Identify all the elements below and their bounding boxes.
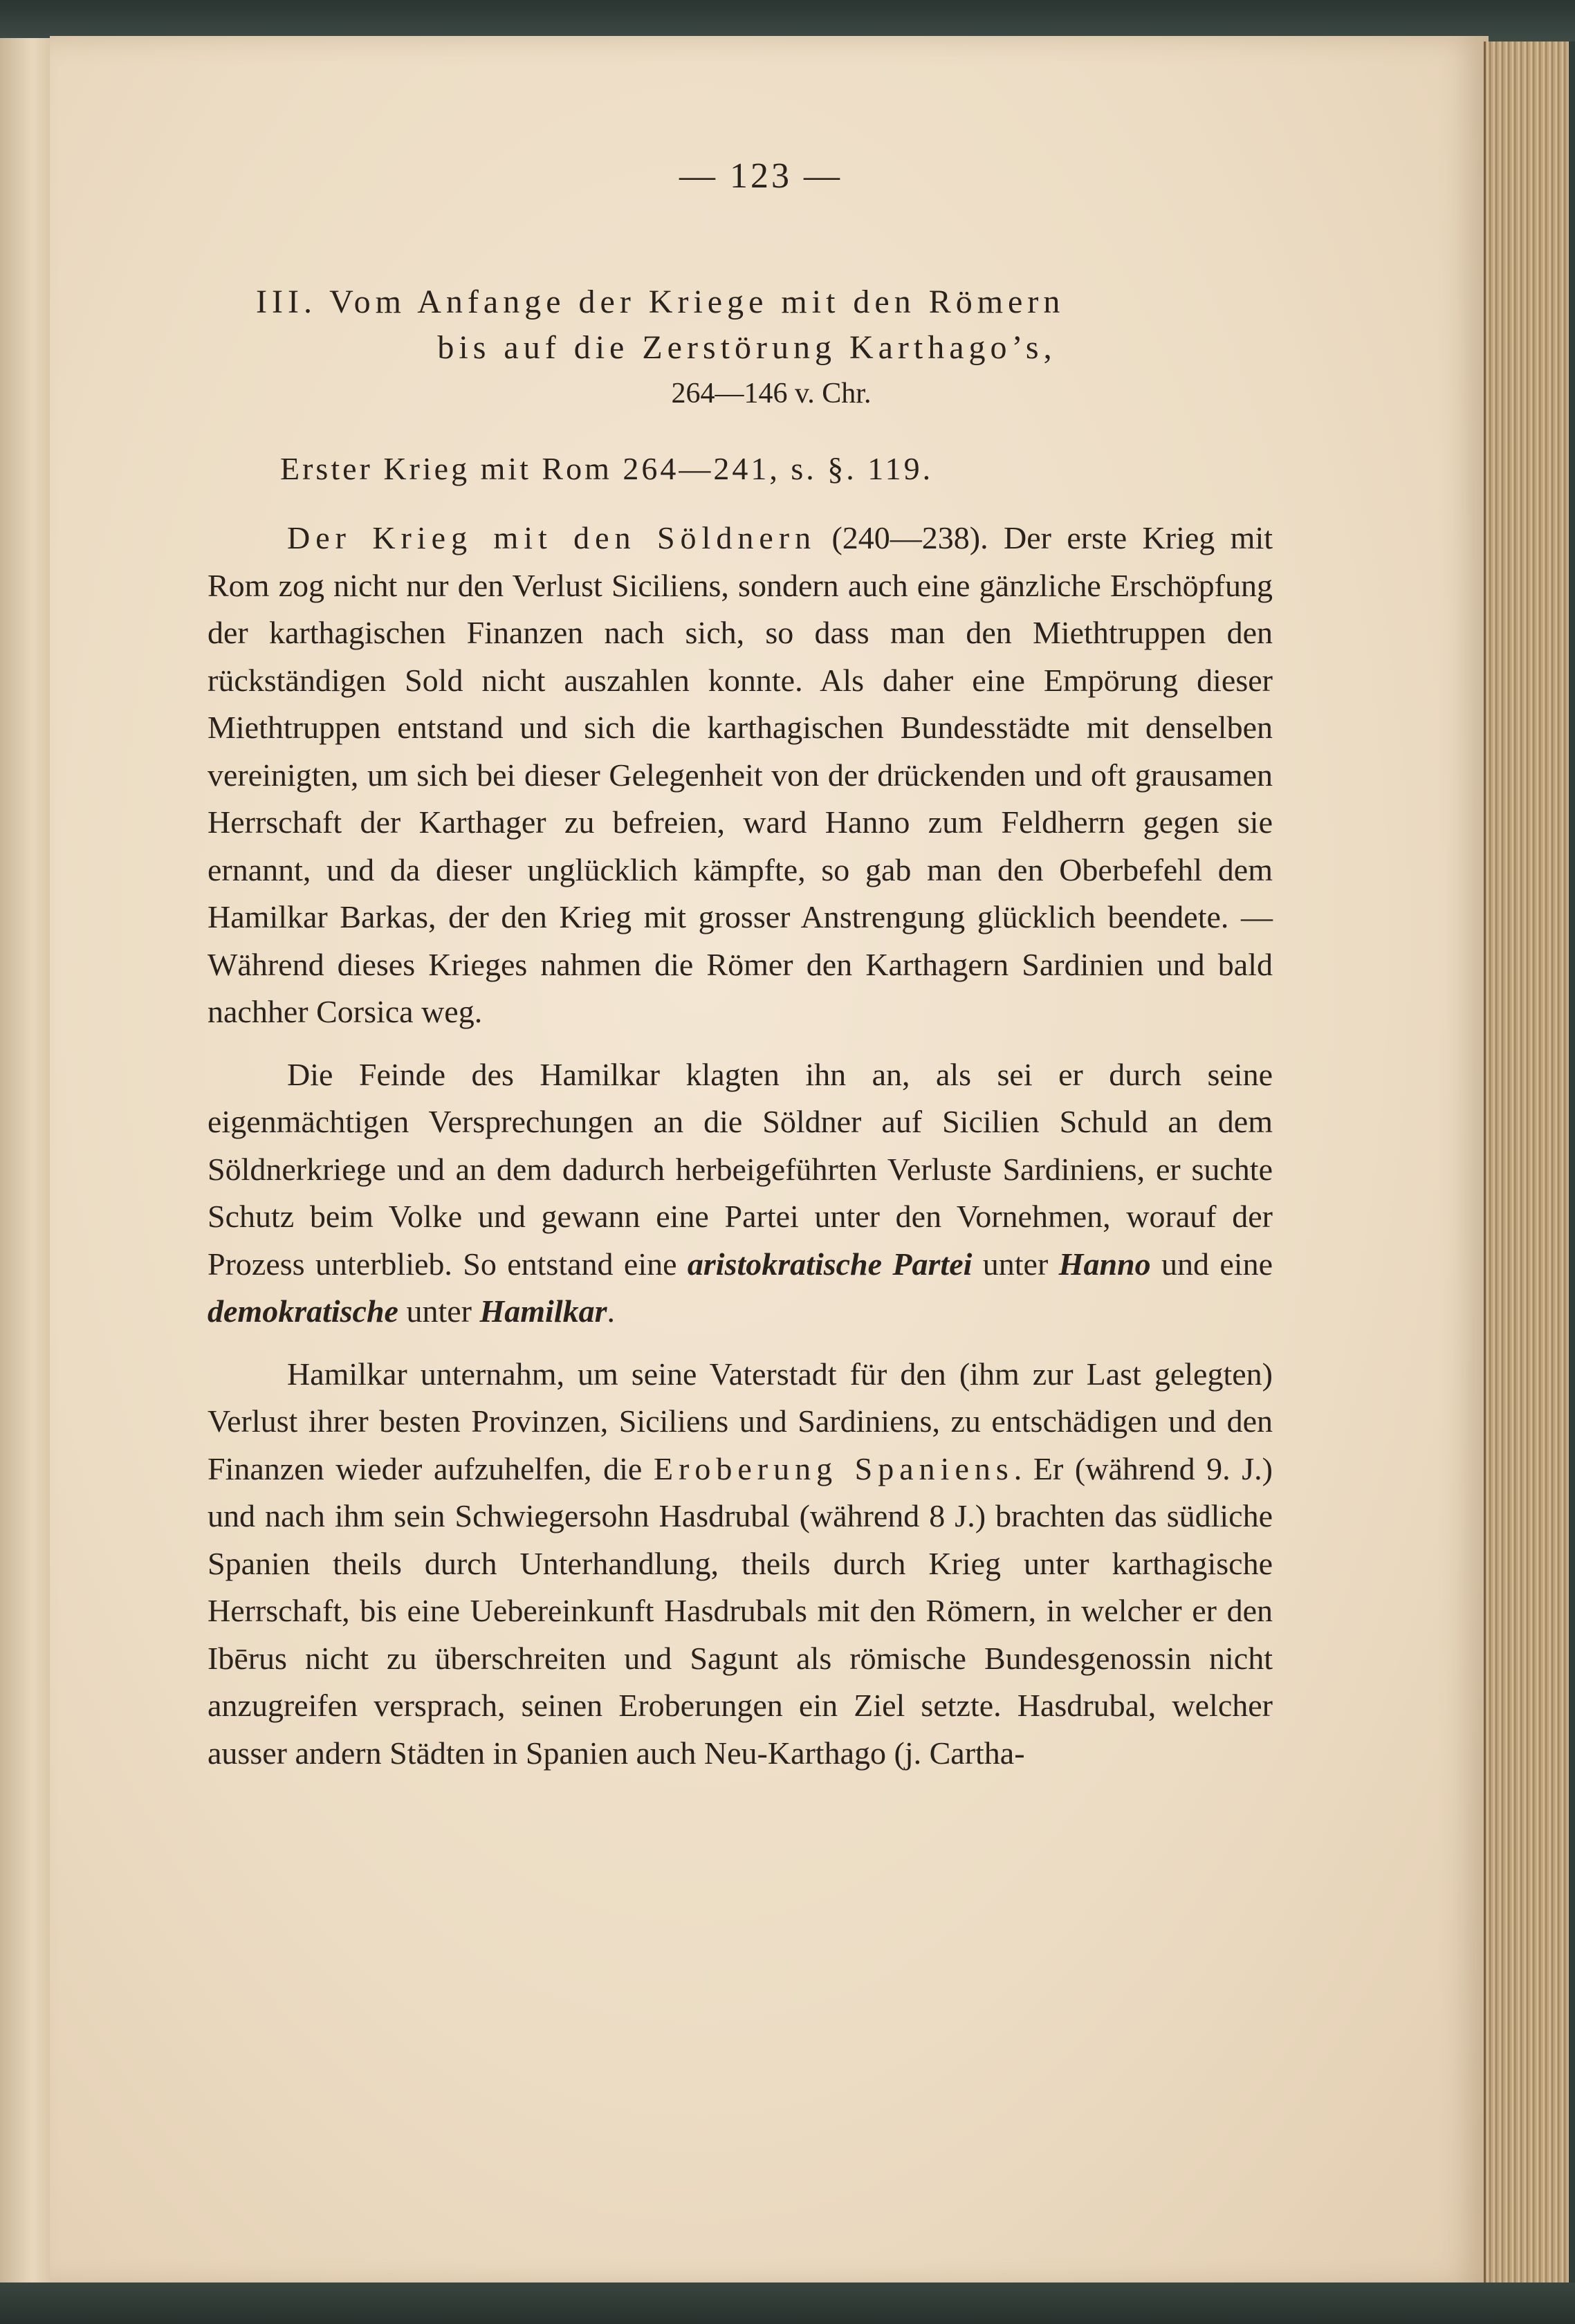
- paragraph-2-text: unter: [982, 1246, 1049, 1282]
- emphasis-aristokratische: aristokratische Partei: [687, 1246, 973, 1282]
- emphasis-hanno: Hanno: [1058, 1246, 1151, 1282]
- left-page-edge: [0, 38, 55, 2282]
- book-cover-bottom: [0, 2282, 1575, 2324]
- section-heading-line1: III. Vom Anfange der Kriege mit den Römern: [256, 284, 1065, 320]
- subheading: Erster Krieg mit Rom 264—241, s. §. 119.: [280, 451, 934, 486]
- paragraph-1-lead: Der Krieg mit den Söldnern: [287, 520, 817, 555]
- page-text: [208, 156, 1273, 1792]
- page-number: — 123 —: [679, 156, 842, 196]
- paragraph-3: [208, 1351, 1273, 1778]
- paragraph-2-text: und eine: [1161, 1246, 1273, 1282]
- paragraph-2-text: unter: [406, 1293, 472, 1329]
- paragraph-2-text: Die Feinde des Hamilkar klagten ihn an, als sei er durch seine eigenmächtigen Versprechungen an die Söldner auf Sicilien Schuld an dem Söldnerkriege und an dem dadurch herbeigeführten Verluste Sardiniens, er suchte Schutz beim Volke und gewann eine Partei unter den Vornehmen, worauf der Prozess unterblieb. So entstand eine: [208, 1056, 1273, 1282]
- book-cover-top: [0, 0, 1575, 42]
- spaced-eroberung-spaniens: Eroberung Spaniens: [653, 1450, 1014, 1486]
- paragraph-3-text: . Er (während 9. J.) und nach ihm sein Schwiegersohn Hasdrubal (während 8 J.) brachten das südliche Spanien theils durch Unterhandlung, theils durch Krieg unter karthagische Herrschaft, bis eine Uebereinkunft Hasdrubals mit den Römern, in welcher er den Ibērus nicht zu überschreiten und Sagunt als römische Bundesgenossin nicht anzugreifen versprach, seinen Eroberungen ein Ziel setzte. Hasdrubal, welcher ausser andern Städten in Spanien auch Neu-Karthago (j. Cartha-: [208, 1450, 1273, 1771]
- paragraph-1-text: (240—238). Der erste Krieg mit Rom zog nicht nur den Verlust Siciliens, sondern auch eine gänzliche Erschöpfung der karthagischen Finanzen nach sich, so dass man den Miethtruppen den rückständigen Sold nicht auszahlen konnte. Als daher eine Empörung dieser Miethtruppen entstand und sich die karthagischen Bundesstädte mit denselben vereinigten, um sich bei dieser Gelegenheit von der drückenden und oft grausamen Herrschaft der Karthager zu befreien, ward Hanno zum Feldherrn gegen sie ernannt, und da dieser unglücklich kämpfte, so gab man den Oberbefehl dem Hamilkar Barkas, der den Krieg mit grosser Anstrengung glücklich beendete. — Während dieses Krieges nahmen die Römer den Karthagern Sardinien und bald nachher Corsica weg.: [208, 520, 1273, 1029]
- paragraph-2: [208, 1051, 1273, 1336]
- section-heading-dates: 264—146 v. Chr.: [671, 378, 872, 409]
- section-heading-line2: bis auf die Zerstörung Karthago’s,: [437, 329, 1057, 366]
- emphasis-demokratische: demokratische: [208, 1293, 398, 1329]
- paragraph-3-text: Hamilkar unternahm, um seine Vaterstadt für den (ihm zur Last gelegten) Verlust ihrer besten Provinzen, Siciliens und Sardiniens, zu entschädigen und den Finanzen wieder aufzuhelfen, die: [208, 1356, 1273, 1486]
- page-edges: [1484, 42, 1569, 2296]
- emphasis-hamilkar: Hamilkar: [479, 1293, 607, 1329]
- paragraph-1: [208, 515, 1273, 1036]
- paragraph-2-text: .: [607, 1293, 616, 1329]
